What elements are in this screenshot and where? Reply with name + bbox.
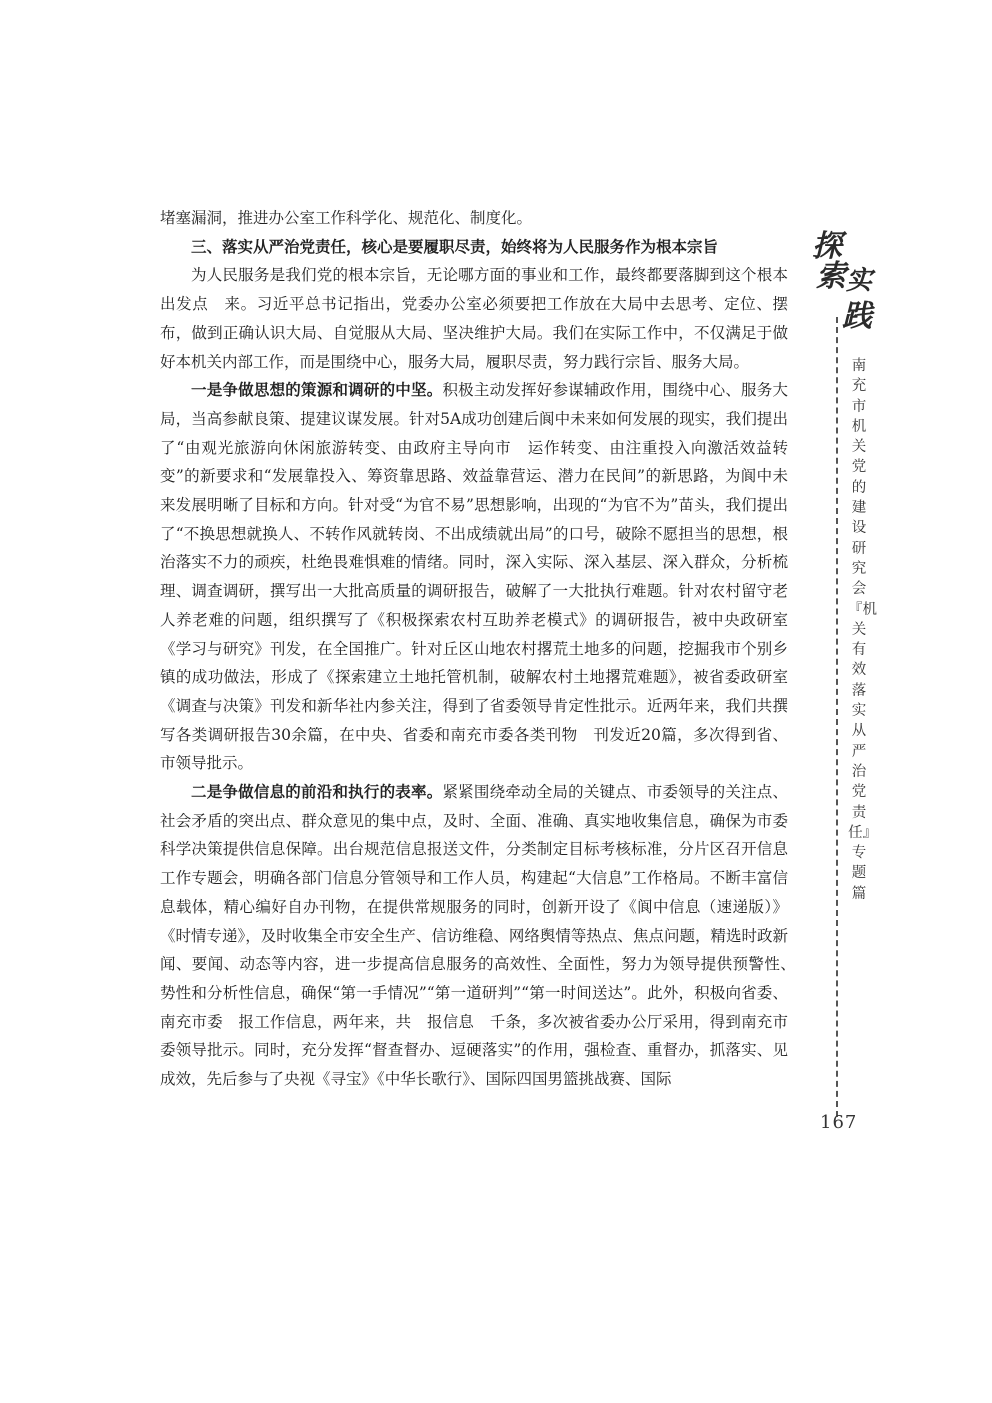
sidebar-title [808,229,888,342]
running-sidebar [808,229,888,1232]
section-heading: 三、落实从严治党责任，核心是要履职尽责，始终将为人民服务作为根本宗旨 [191,237,719,256]
sidebar-title-char: 索 [816,259,846,294]
sidebar-title-char: 探 [812,229,842,264]
paragraph-body: 积极主动发挥好参谋辅政作用，围绕中心、服务大局，当高参献良策、提建议谋发展。针对5A成功创建后阆中未来如何发展的现实，我们提出了“由观光旅游向休闲旅游转变、由政府主导向市 运作转变、由注重投入向激活效益转变”的新要求和“发展靠投入、筹资靠思路、效益靠营运、潜力在民间”的新思路，为阆中未来发展明晰了目标和方向。针对受“为官不易”思想影响，出现的“为官不为”苗头，我们提出了“不换思想就换人、不转作风就转岗、不出成绩就出局”的口号，破除不愿担当的思想，根治落实不力的顽疾，杜绝畏难惧难的情绪。同时，深入实际、深入基层、深入群众，分析梳理、调查调研，撰写出一大批高质量的调研报告，破解了一大批执行难题。针对农村留守老人养老难的问题，组织撰写了《积极探索农村互助养老模式》的调研报告，被中央政研室《学习与研究》刊发，在全国推广。针对丘区山地农村撂荒土地多的问题，挖掘我市个别乡镇的成功做法，形成了《探索建立土地托管机制，破解农村土地撂荒难题》，被省委政研室《调查与决策》刊发和新华社内参关注，得到了省委领导肯定性批示。近两年来，我们共撰写各类调研报告30余篇，在中央、省委和南充市委各类刊物 刊发近20篇，多次得到省、市领导批示。 [160,381,788,773]
sidebar-title-char: 实 [846,266,873,296]
paragraph [160,376,788,778]
paragraph: 为人民服务是我们党的根本宗旨，无论哪方面的事业和工作，最终都要落脚到这个根本出发点 来。习近平总书记指出，党委办公室必须要把工作放在大局中去思考、定位、摆布，做到正确认识大局、自觉服从大局、坚决维护大局。我们在实际工作中，不仅满足于做好本机关内部工作，而是围绕中心，服务大局，履职尽责，努力践行宗旨、服务大局。 [160,266,788,371]
sidebar-dashed-rule [836,317,838,1117]
paragraph [160,778,804,1094]
paragraph-lead: 一是争做思想的策源和调研的中坚。 [191,380,443,400]
page-number: 167 [820,1112,858,1133]
sidebar-title-char: 践 [842,299,872,334]
paragraph-continuation: 堵塞漏洞，推进办公室工作科学化、规范化、制度化。 [160,209,533,227]
body-text [160,204,804,1094]
paragraph-lead: 二是争做信息的前沿和执行的表率。 [191,782,443,802]
paragraph-body: 紧紧围绕牵动全局的关键点、市委领导的关注点、社会矛盾的突出点、群众意见的集中点，及时、全面、准确、真实地收集信息，确保为市委科学决策提供信息保障。出台规范信息报送文件，分类制定目标考核标准，分片区召开信息工作专题会，明确各部门信息分管领导和工作人员，构建起“大信息”工作格局。不断丰富信息载体，精心编好自办刊物，在提供常规服务的同时，创新开设了《阆中信息（速递版）》《时情专递》，及时收集全市安全生产、信访维稳、网络舆情等热点、焦点问题，精选时政新闻、要闻、动态等内容，进一步提高信息服务的高效性、全面性，努力为领导提供预警性、 势性和分析性信息，确保“第一手情况”“第一道研判”“第一时间送达”。此外，积极向省委、南充市委 报工作信息，两年来，共 报信息 千条，多次被省委办公厅采用，得到南充市委领导批示。同时，充分发挥“督查督办、逗硬落实”的作用，强检查、重督办，抓落实、见成效，先后参与了央视《寻宝》《中华长歌行》、国际四国男篮挑战赛、国际 [160,783,804,1089]
sidebar-subtitle: 南充市机关党的建设研究会『机关有效落实从严治党责任』专题篇 [848,358,877,902]
